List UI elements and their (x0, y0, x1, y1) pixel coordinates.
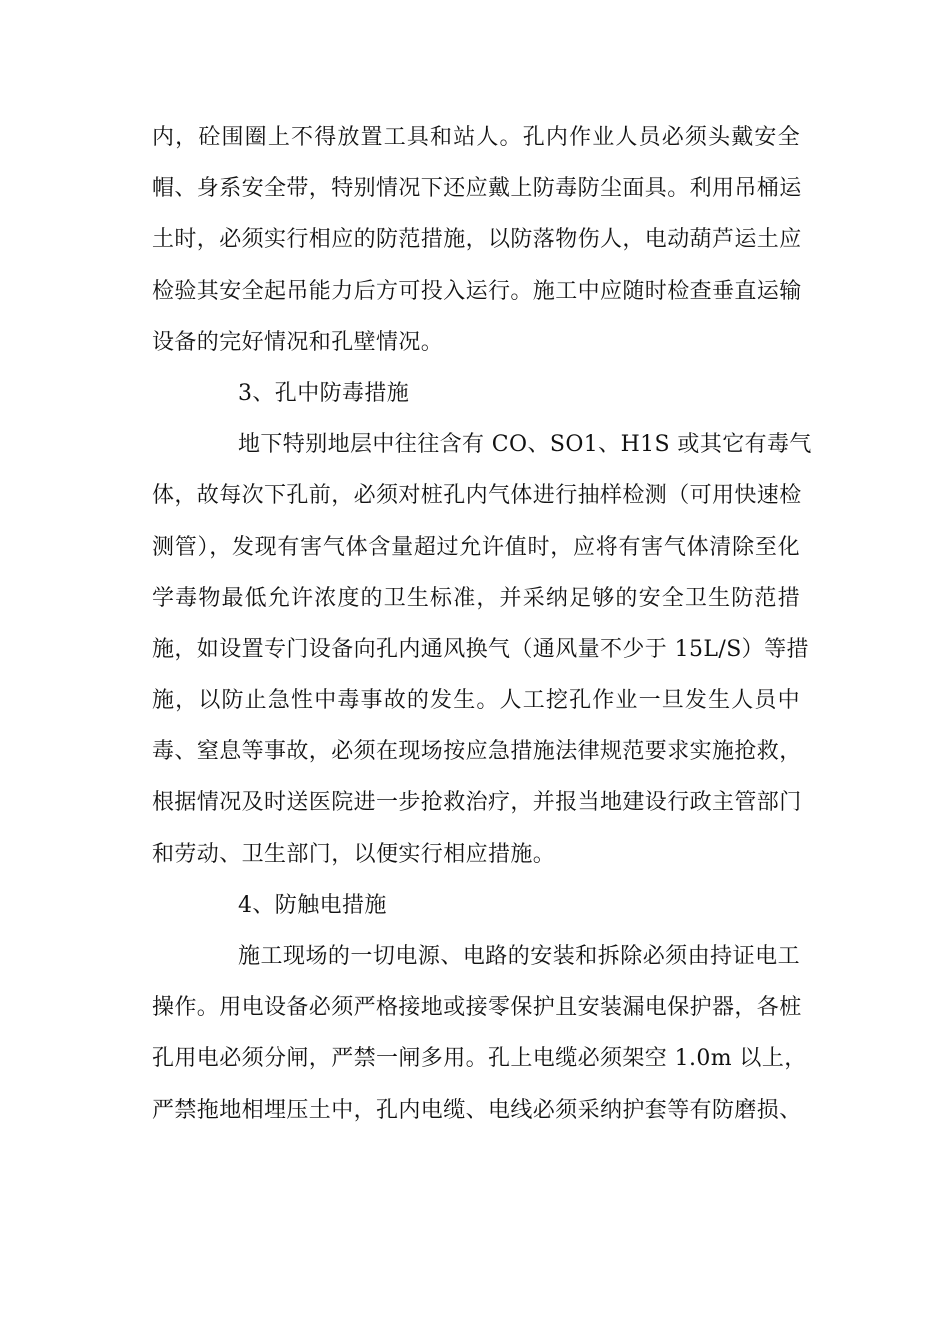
text-line: 根据情况及时送医院进一步抢救治疗，并报当地建设行政主管部门 (152, 790, 802, 816)
text-line: 帽、身系安全带，特别情况下还应戴上防毒防尘面具。利用吊桶运 (152, 176, 802, 202)
section-heading: 3、孔中防毒措施 (238, 380, 410, 406)
text-line: 测管），发现有害气体含量超过允许值时，应将有害气体清除至化 (152, 534, 800, 560)
text-line: 和劳动、卫生部门，以便实行相应措施。 (152, 841, 556, 867)
text-line: 施，以防止急性中毒事故的发生。人工挖孔作业一旦发生人员中 (152, 688, 800, 714)
section-heading: 4、防触电措施 (238, 892, 387, 918)
text-line: 土时，必须实行相应的防范措施，以防落物伤人，电动葫芦运土应 (152, 227, 802, 253)
text-line: 检验其安全起吊能力后方可投入运行。施工中应随时检查垂直运输 (152, 278, 802, 304)
text-line: 设备的完好情况和孔壁情况。 (152, 329, 444, 355)
text-line: 毒、窒息等事故，必须在现场按应急措施法律规范要求实施抢救， (152, 739, 802, 765)
document-body (152, 112, 812, 1136)
text-line: 孔用电必须分闸，严禁一闸多用。孔上电缆必须架空 1.0m 以上， (152, 1046, 807, 1072)
text-line: 施工现场的一切电源、电路的安装和拆除必须由持证电工 (238, 944, 800, 969)
text-line: 体，故每次下孔前，必须对桩孔内气体进行抽样检测（可用快速检 (152, 483, 802, 509)
text-line: 内，砼围圈上不得放置工具和站人。孔内作业人员必须头戴安全 (152, 125, 800, 150)
text-line: 操作。用电设备必须严格接地或接零保护且安装漏电保护器，各桩 (152, 995, 802, 1021)
text-line: 地下特别地层中往往含有 CO、SO1、H1S 或其它有毒气 (238, 432, 812, 458)
text-line: 学毒物最低允许浓度的卫生标准，并采纳足够的安全卫生防范措 (152, 585, 800, 611)
text-line: 严禁拖地相埋压土中，孔内电缆、电线必须采纳护套等有防磨损、 (152, 1097, 802, 1123)
text-line: 施，如设置专门设备向孔内通风换气（通风量不少于 15L/S）等措 (152, 636, 809, 662)
